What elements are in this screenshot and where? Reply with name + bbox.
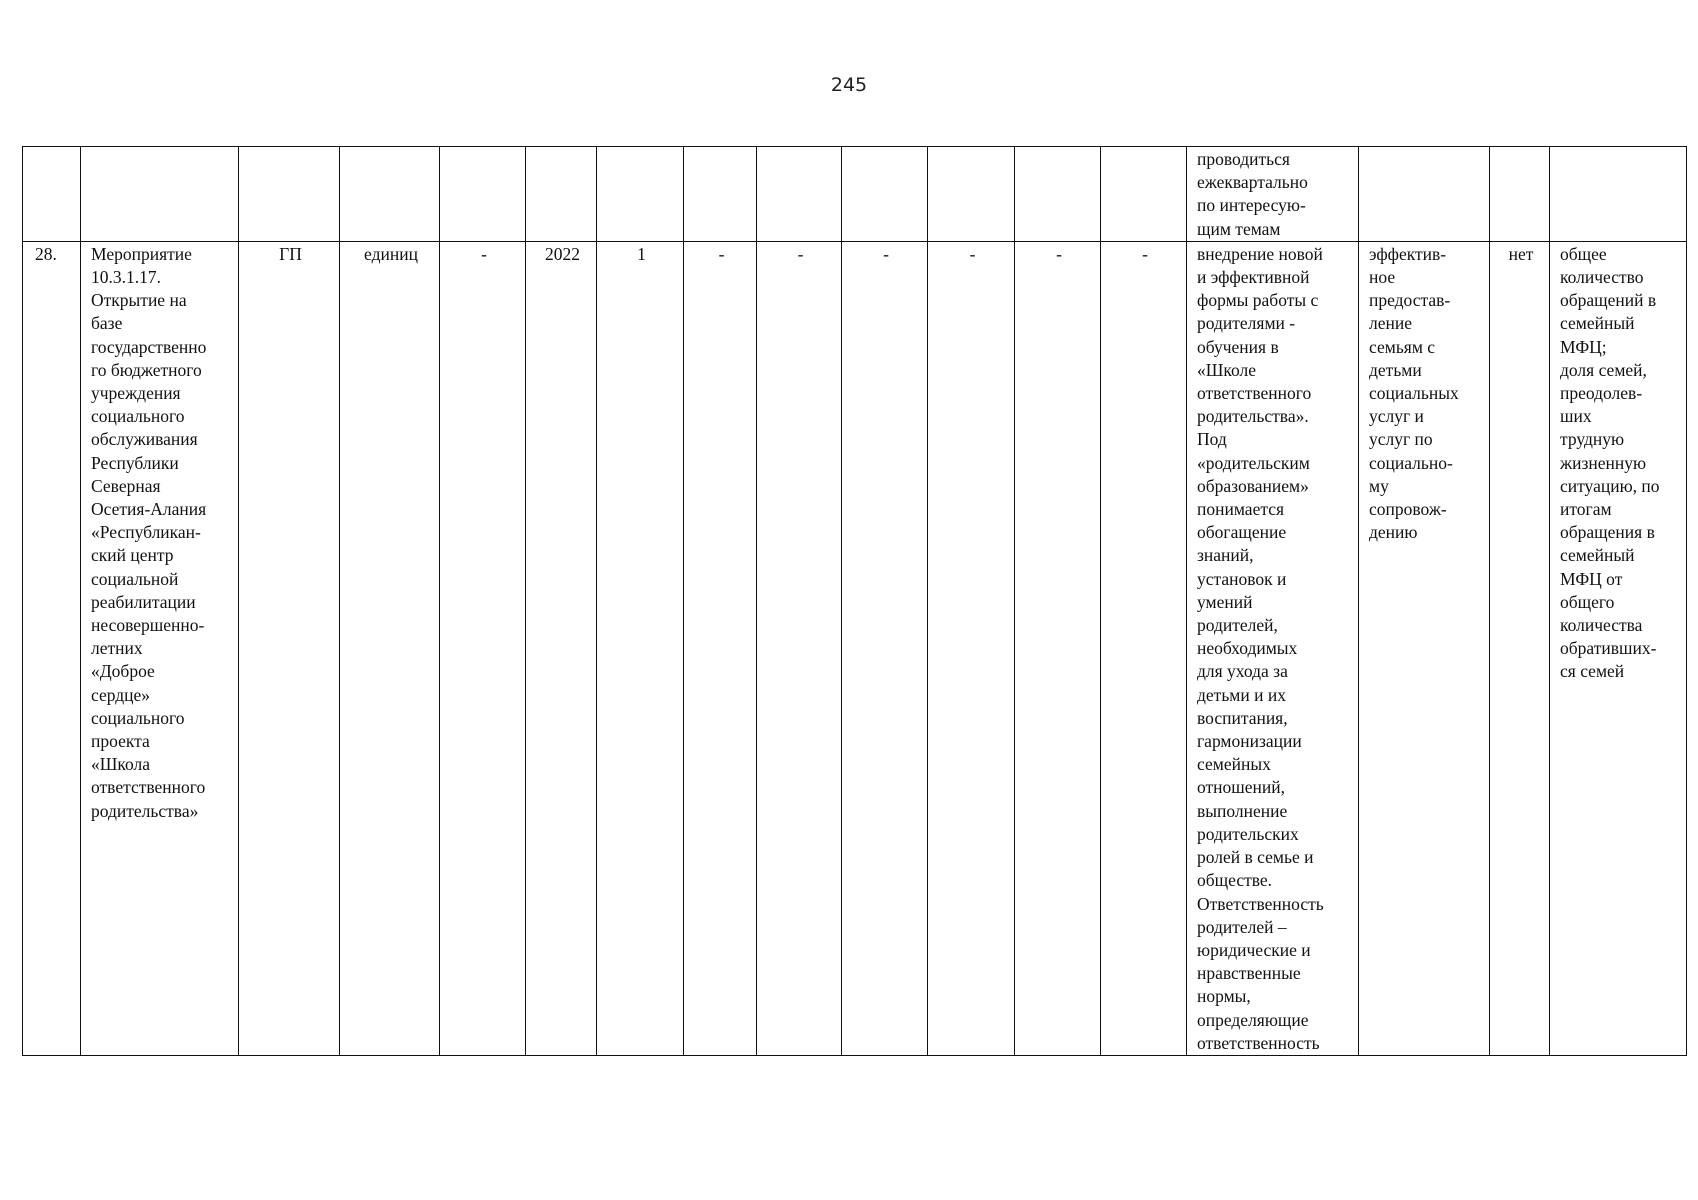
description-line: гармонизации: [1197, 731, 1302, 752]
cell-number-cont: [23, 147, 81, 242]
cell-indicator: [1550, 241, 1687, 1055]
description-line: «Школе: [1197, 359, 1257, 380]
cell-value-5: -: [928, 241, 1015, 1055]
description-line: обучения в: [1197, 336, 1279, 357]
cell-risk-cont: [1490, 147, 1550, 242]
cell-unit-cont: [340, 147, 440, 242]
cell-executor: ГП: [239, 241, 340, 1055]
description-line: обществе.: [1197, 870, 1273, 891]
name-line: несовершенно-: [91, 615, 205, 636]
indicator-line: ситуацию, по: [1560, 475, 1660, 496]
cell-value-3: -: [757, 241, 842, 1055]
name-line: социального: [91, 707, 185, 728]
name-line: летних: [91, 638, 143, 659]
description-line: ролей в семье и: [1197, 847, 1314, 868]
name-line: сердце»: [91, 684, 151, 705]
description-line: обогащение: [1197, 522, 1287, 543]
description-line: родителями -: [1197, 313, 1296, 334]
indicator-line: ся семей: [1560, 661, 1625, 682]
description-line: Под: [1197, 429, 1227, 450]
result-line: ление: [1369, 313, 1412, 334]
cell-result-cont: [1359, 147, 1490, 242]
description-line: нормы,: [1197, 986, 1251, 1007]
result-line: эффектив-: [1369, 243, 1447, 264]
cell-value-6-cont: [1015, 147, 1101, 242]
name-line: 10.3.1.17.: [91, 267, 161, 288]
result-line: социально-: [1369, 452, 1453, 473]
description-line: определяющие: [1197, 1009, 1309, 1030]
description-line: выполнение: [1197, 800, 1288, 821]
cell-year-cont: [526, 147, 597, 242]
result-line: предостав-: [1369, 290, 1451, 311]
cell-value-4: -: [842, 241, 928, 1055]
result-line: социальных: [1369, 383, 1459, 404]
cell-risk: нет: [1490, 241, 1550, 1055]
result-line: семьям с: [1369, 336, 1436, 357]
measures-table: [22, 146, 1687, 1056]
result-line: детьми: [1369, 359, 1422, 380]
result-line: ное: [1369, 267, 1396, 288]
cell-name-cont: [81, 147, 239, 242]
name-line: Республики: [91, 452, 179, 473]
cell-value-2-cont: [684, 147, 757, 242]
indicator-line: количество: [1560, 267, 1644, 288]
description-line: отношений,: [1197, 777, 1285, 798]
indicator-line: обративших-: [1560, 638, 1657, 659]
indicator-line: обращения в: [1560, 522, 1655, 543]
description-line: понимается: [1197, 499, 1285, 520]
cell-name: [81, 241, 239, 1055]
indicator-line: жизненную: [1560, 452, 1647, 473]
result-line: услуг по: [1369, 429, 1433, 450]
description-line: образованием»: [1197, 475, 1309, 496]
name-line: Северная: [91, 475, 161, 496]
description-line: формы работы с: [1197, 290, 1319, 311]
description-line: ответственного: [1197, 383, 1312, 404]
indicator-line: трудную: [1560, 429, 1625, 450]
indicator-line: МФЦ;: [1560, 336, 1607, 357]
indicator-line: общее: [1560, 243, 1607, 264]
description-line: внедрение новой: [1197, 243, 1323, 264]
name-line: Открытие на: [91, 290, 187, 311]
description-line: «родительским: [1197, 452, 1310, 473]
description-line: знаний,: [1197, 545, 1254, 566]
table-row-continuation: [23, 147, 1687, 242]
name-line: родительства»: [91, 800, 199, 821]
cell-value-4-cont: [842, 147, 928, 242]
name-line: учреждения: [91, 383, 181, 404]
cell-value-7-cont: [1101, 147, 1187, 242]
cell-description: [1187, 241, 1359, 1055]
description-line: родителей,: [1197, 615, 1278, 636]
name-line: Мероприятие: [91, 243, 192, 264]
result-line: му: [1369, 475, 1389, 496]
description-line: и эффективной: [1197, 267, 1310, 288]
description-line: семейных: [1197, 754, 1271, 775]
indicator-line: общего: [1560, 591, 1615, 612]
description-line: нравственные: [1197, 963, 1301, 984]
name-line: социальной: [91, 568, 179, 589]
description-line: установок и: [1197, 568, 1287, 589]
indicator-line: итогам: [1560, 499, 1612, 520]
indicator-line: семейный: [1560, 545, 1635, 566]
page-number: 245: [830, 74, 868, 96]
name-line: государственно: [91, 336, 207, 357]
description-line: ответственность: [1197, 1032, 1320, 1053]
description-line: родителей –: [1197, 916, 1287, 937]
cell-value-2: -: [684, 241, 757, 1055]
cell-value-3-cont: [757, 147, 842, 242]
name-line: «Республикан-: [91, 522, 201, 543]
name-line: ский центр: [91, 545, 174, 566]
description-line: детьми и их: [1197, 684, 1286, 705]
result-line: дению: [1369, 522, 1418, 543]
description-cont-line: проводиться: [1197, 149, 1290, 169]
cell-result: [1359, 241, 1490, 1055]
cell-unit: единиц: [340, 241, 440, 1055]
indicator-line: семейный: [1560, 313, 1635, 334]
name-line: проекта: [91, 731, 150, 752]
result-line: сопровож-: [1369, 499, 1447, 520]
cell-value-7: -: [1101, 241, 1187, 1055]
indicator-line: МФЦ от: [1560, 568, 1623, 589]
cell-base-value-cont: [440, 147, 526, 242]
cell-description-cont: [1187, 147, 1359, 242]
description-line: родительских: [1197, 823, 1299, 844]
name-line: го бюджетного: [91, 359, 202, 380]
indicator-line: преодолев-: [1560, 383, 1643, 404]
cell-value-5-cont: [928, 147, 1015, 242]
cell-value-6: -: [1015, 241, 1101, 1055]
cell-number: 28.: [23, 241, 81, 1055]
cell-executor-cont: [239, 147, 340, 242]
name-line: «Доброе: [91, 661, 155, 682]
cell-indicator-cont: [1550, 147, 1687, 242]
table-row: [23, 241, 1687, 1055]
name-line: социального: [91, 406, 185, 427]
name-line: базе: [91, 313, 123, 334]
cell-year: 2022: [526, 241, 597, 1055]
description-cont-line: по интересую-: [1197, 195, 1306, 216]
name-line: реабилитации: [91, 591, 196, 612]
name-line: «Школа: [91, 754, 151, 775]
description-line: для ухода за: [1197, 661, 1288, 682]
indicator-line: ших: [1560, 406, 1592, 427]
description-line: необходимых: [1197, 638, 1298, 659]
indicator-line: количества: [1560, 615, 1643, 636]
cell-base-value: -: [440, 241, 526, 1055]
name-line: Осетия-Алания: [91, 499, 207, 520]
indicator-line: доля семей,: [1560, 359, 1647, 380]
description-cont-line: ежеквартально: [1197, 172, 1308, 193]
indicator-line: обращений в: [1560, 290, 1657, 311]
result-line: услуг и: [1369, 406, 1424, 427]
description-line: умений: [1197, 591, 1253, 612]
description-line: юридические и: [1197, 939, 1311, 960]
description-line: родительства».: [1197, 406, 1309, 427]
cell-value-1-cont: [597, 147, 684, 242]
description-cont-line: щим темам: [1197, 218, 1281, 239]
description-line: воспитания,: [1197, 707, 1288, 728]
name-line: обслуживания: [91, 429, 198, 450]
cell-value-1: 1: [597, 241, 684, 1055]
description-line: Ответственность: [1197, 893, 1324, 914]
name-line: ответственного: [91, 777, 206, 798]
